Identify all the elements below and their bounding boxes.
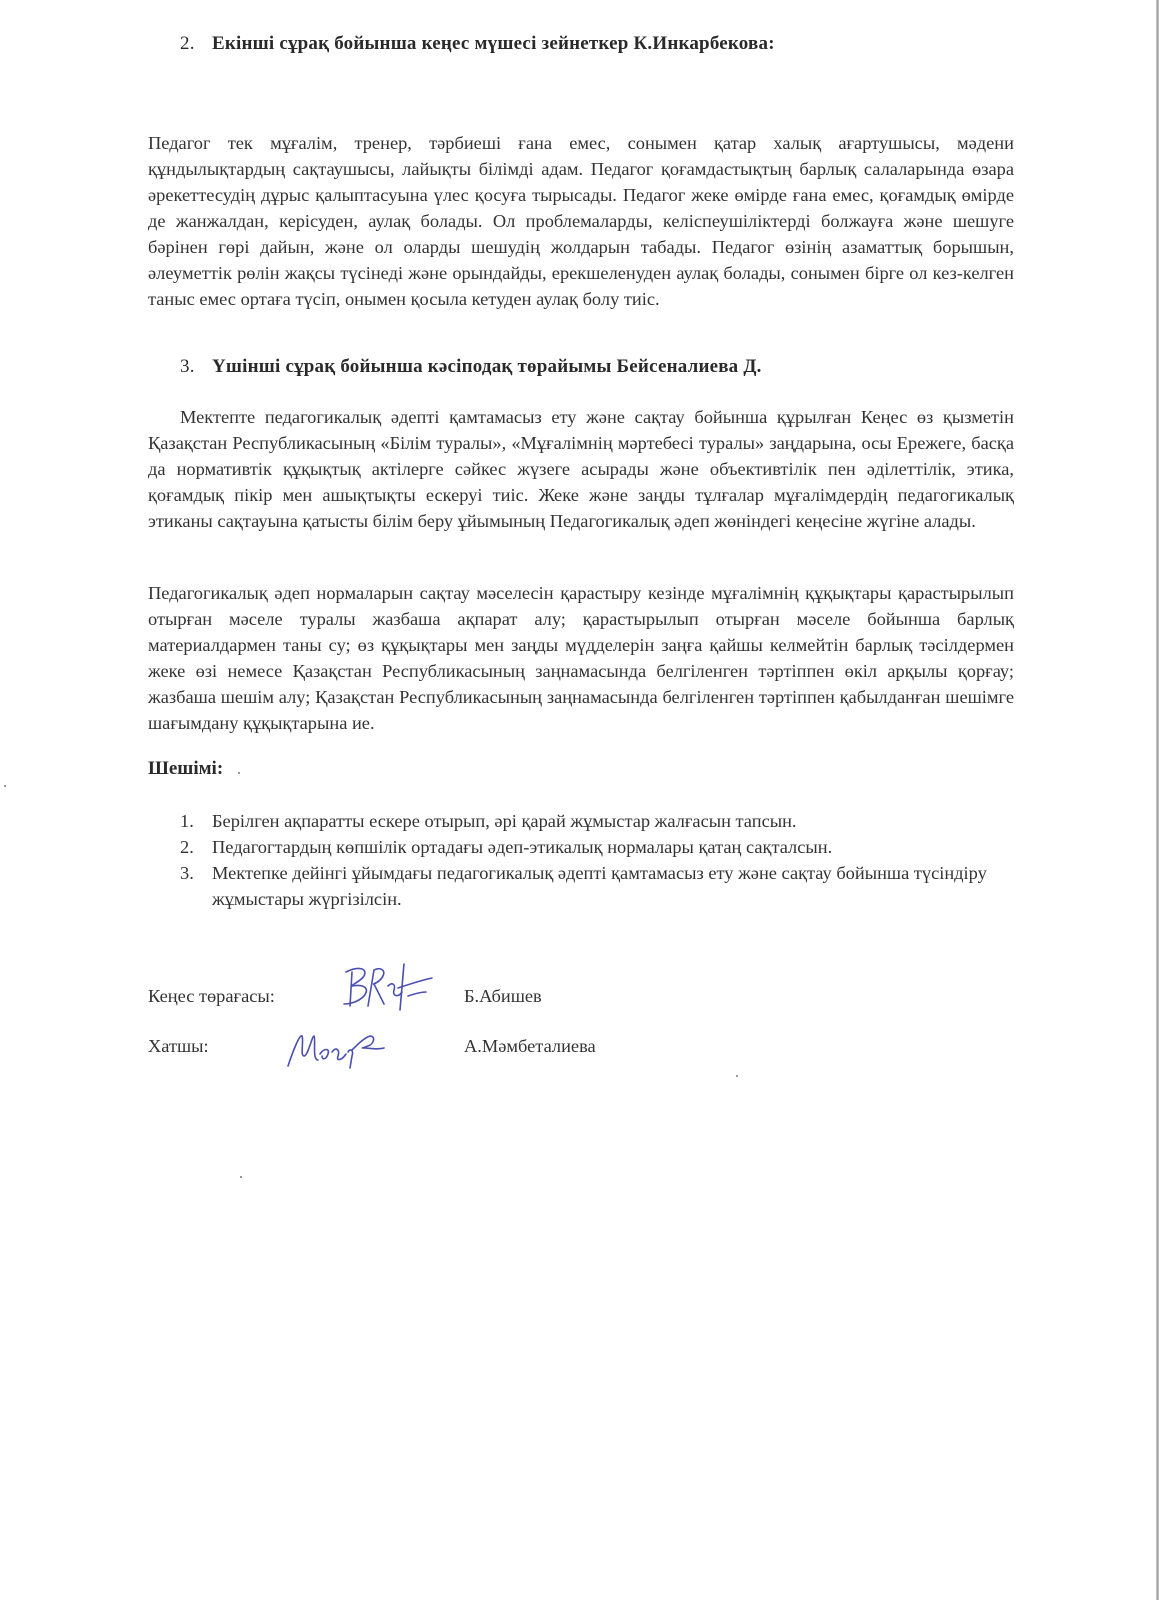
- decision-item-number: 2.: [180, 837, 194, 857]
- scan-speck: [4, 785, 6, 787]
- chair-signature-row: [148, 978, 848, 1018]
- decision-item-text: Мектепке дейінгі ұйымдағы педагогикалық әдепті қамтамасыз ету және сақтау бойынша түсіндіру жұмыстары жүргізілсін.: [212, 863, 987, 909]
- section-2-heading: [180, 33, 775, 55]
- secretary-signature-icon: [284, 1026, 394, 1072]
- decision-title: Шешімі:: [148, 758, 224, 779]
- scan-speck: [238, 772, 240, 774]
- section-3-number: 3.: [180, 356, 195, 377]
- decision-item-number: 3.: [180, 863, 194, 883]
- section-3-paragraph-2: Педагогикалық әдеп нормаларын сақтау мәселесін қарастыру кезінде мұғалімнің құқықтары қарастырылып отырған мәселе туралы жазбаша ақпарат алу; қарастырылып отырған мәселе бойынша барлық материалдармен таны су; өз құқықтары мен заңды мүдделерін заңға қайшы келмейтін барлық тәсілдермен жеке өзі немесе Қазақстан Республикасының заңнамасында белгіленген тәртіппен өкіл арқылы қорғау; жазбаша шешім алу; Қазақстан Республикасының заңнамасында белгіленген тәртіппен қабылданған шешімге шағымдану құқықтарына ие.: [148, 583, 1014, 733]
- chair-role: Кеңес төрағасы:: [148, 986, 275, 1006]
- secretary-name: А.Мәмбеталиева: [464, 1036, 596, 1056]
- scan-speck: [736, 1075, 738, 1077]
- secretary-role: Хатшы:: [148, 1036, 209, 1056]
- page-edge-shadow: [1156, 0, 1159, 1600]
- decision-item-text: Педагогтардың көпшілік ортадағы әдеп-этикалық нормалары қатаң сақталсын.: [212, 837, 833, 857]
- chair-name: Б.Абишев: [464, 986, 542, 1006]
- scan-speck: [240, 1176, 242, 1178]
- decision-item: [148, 860, 1018, 912]
- decision-item: [148, 834, 1018, 860]
- decision-item-text: Берілген ақпаратты ескере отырып, әрі қарай жұмыстар жалғасын тапсын.: [212, 811, 797, 831]
- decision-item-number: 1.: [180, 811, 194, 831]
- section-3-title: Үшінші сұрақ бойынша кәсіподақ төрайымы Бейсеналиева Д.: [212, 356, 762, 377]
- section-3-paragraph-1: Мектепте педагогикалық әдепті қамтамасыз ету және сақтау бойынша құрылған Кеңес өз қызметін Қазақстан Республикасының «Білім туралы», «Мұғалімнің мәртебесі туралы» заңдарына, осы Ережеге, басқа да нормативтік құқықтық актілерге сәйкес жүзеге асырады және объективтілік пен әділеттілік, этика, қоғамдық пікір мен ашықтықты ескеруі тиіс. Жеке және заңды тұлғалар мұғалімдердің педагогикалық этиканы сақтауына қатысты білім беру ұйымының Педагогикалық әдеп жөніндегі кеңесіне жүгіне алады.: [148, 407, 1014, 531]
- chair-signature-icon: [338, 958, 438, 1014]
- section-2-number: 2.: [180, 33, 195, 54]
- section-2-paragraph: Педагог тек мұғалім, тренер, тәрбиеші ғана емес, сонымен қатар халық ағартушысы, мәдени құндылықтардың сақтаушысы, лайықты білімді адам. Педагог қоғамдастықтың барлық салаларында өзара әрекеттесудің дұрыс қалыптасуына үлес қосуға тырысады. Педагог жеке өмірде ғана емес, қоғамдық өмірде де жанжалдан, керісуден, аулақ болады. Ол проблемаларды, келіспеушіліктерді болжауға және шешуге бәрінен гөрі дайын, және ол оларды шешудің жолдарын табады. Педагог өзінің азаматтық борышын, әлеуметтік рөлін жақсы түсінеді және орындайды, ерекшеленуден аулақ болады, сонымен бірге ол кез-келген таныс емес ортаға түсіп, онымен қосыла кетуден аулақ болу тиіс.: [148, 133, 1014, 309]
- section-2-title: Екінші сұрақ бойынша кеңес мүшесі зейнеткер К.Инкарбекова:: [212, 33, 775, 54]
- section-3-heading: [180, 356, 762, 378]
- decision-item: [148, 808, 1018, 834]
- decision-list: [148, 808, 1018, 912]
- secretary-signature-row: [148, 1028, 848, 1068]
